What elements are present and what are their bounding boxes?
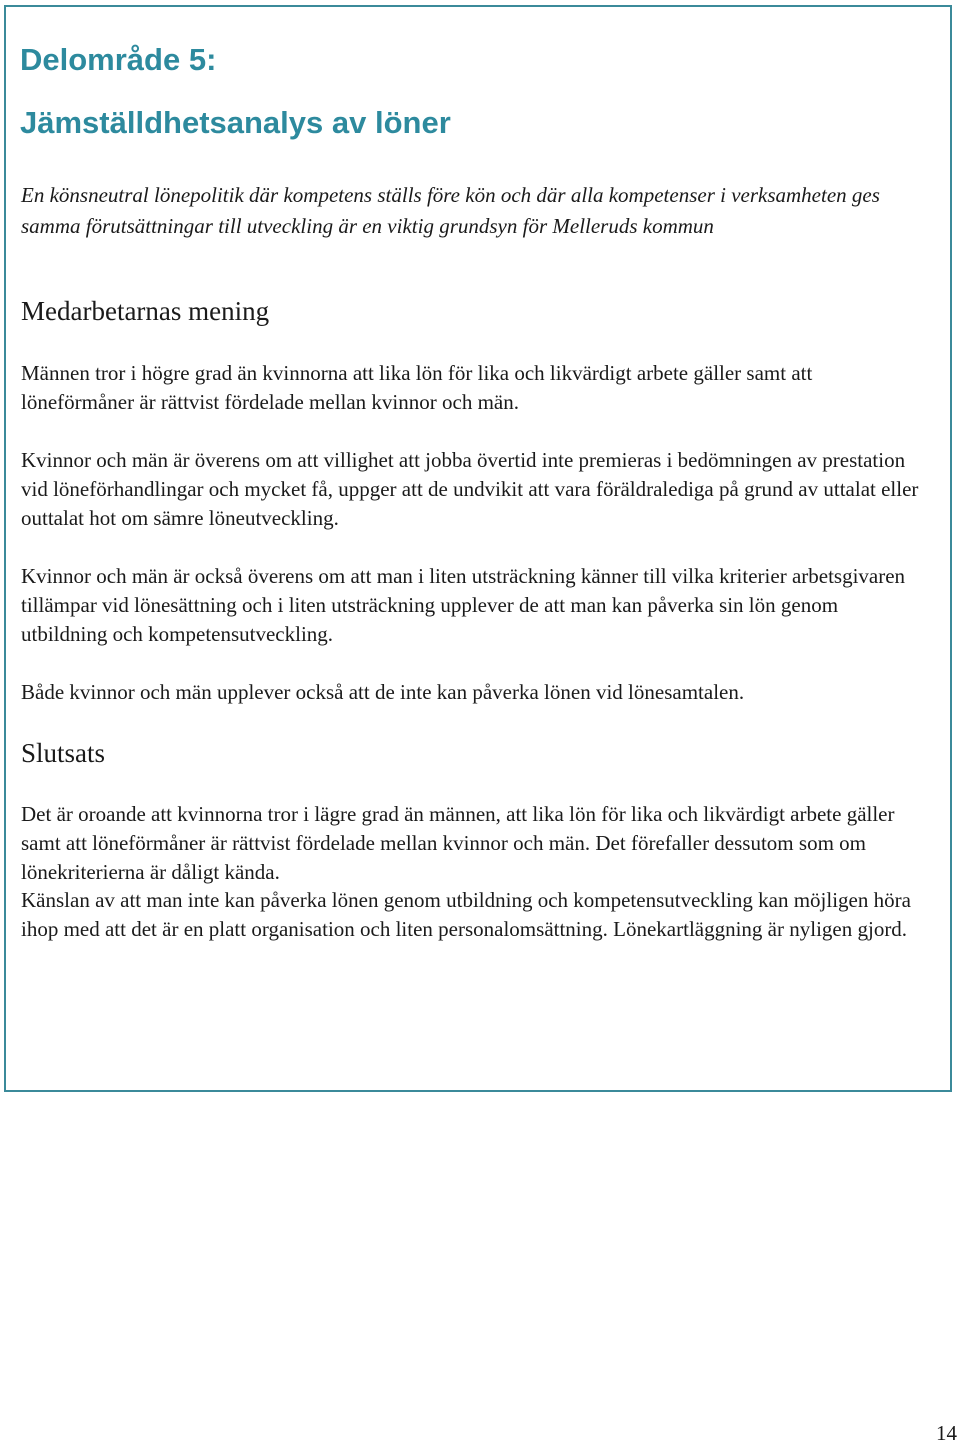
intro-statement: En könsneutral lönepolitik där kompetens ställs före kön och där alla kompetenser i verksamheten ges samma förutsättningar till utveckling är en viktig grundsyn för Melleruds kommun	[21, 183, 880, 238]
section-title: Delområde 5:	[20, 42, 217, 77]
conclusion-paragraph: Det är oroande att kvinnorna tror i lägre grad än männen, att lika lön för lika och likvärdigt arbete gäller samt att löneförmåner är rättvist fördelade mellan kvinnor och män. Det förefaller dessutom som om lönekriterierna är dåligt kända.	[21, 802, 895, 884]
page-number: 14	[936, 1421, 957, 1445]
opinion-paragraph: Både kvinnor och män upplever också att de inte kan påverka lönen vid lönesamtalen.	[21, 680, 745, 704]
conclusion-paragraph: Känslan av att man inte kan påverka lönen genom utbildning och kompetensutveckling kan möjligen höra ihop med att det är en platt organisation och liten personalomsättning. Lönekartläggning är nyligen gjord.	[21, 888, 911, 941]
conclusion-heading: Slutsats	[21, 738, 106, 768]
opinion-paragraph: Kvinnor och män är överens om att villighet att jobba övertid inte premieras i bedömningen av prestation vid löneförhandlingar och mycket få, uppger att de undvikit att vara föräldralediga på grund av uttalat eller outtalat hot om sämre löneutveckling.	[21, 448, 919, 530]
opinion-paragraph: Kvinnor och män är också överens om att man i liten utsträckning känner till vilka kriterier arbetsgivaren tillämpar vid lönesättning och i liten utsträckning upplever de att man kan påverka sin lön genom utbildning och kompetensutveckling.	[21, 564, 906, 646]
opinion-paragraph: Männen tror i högre grad än kvinnorna att lika lön för lika och likvärdigt arbete gäller samt att löneförmåner är rättvist fördelade mellan kvinnor och män.	[21, 361, 813, 414]
page-title: Jämställdhetsanalys av löner	[20, 105, 451, 140]
opinion-heading: Medarbetarnas mening	[21, 296, 270, 326]
